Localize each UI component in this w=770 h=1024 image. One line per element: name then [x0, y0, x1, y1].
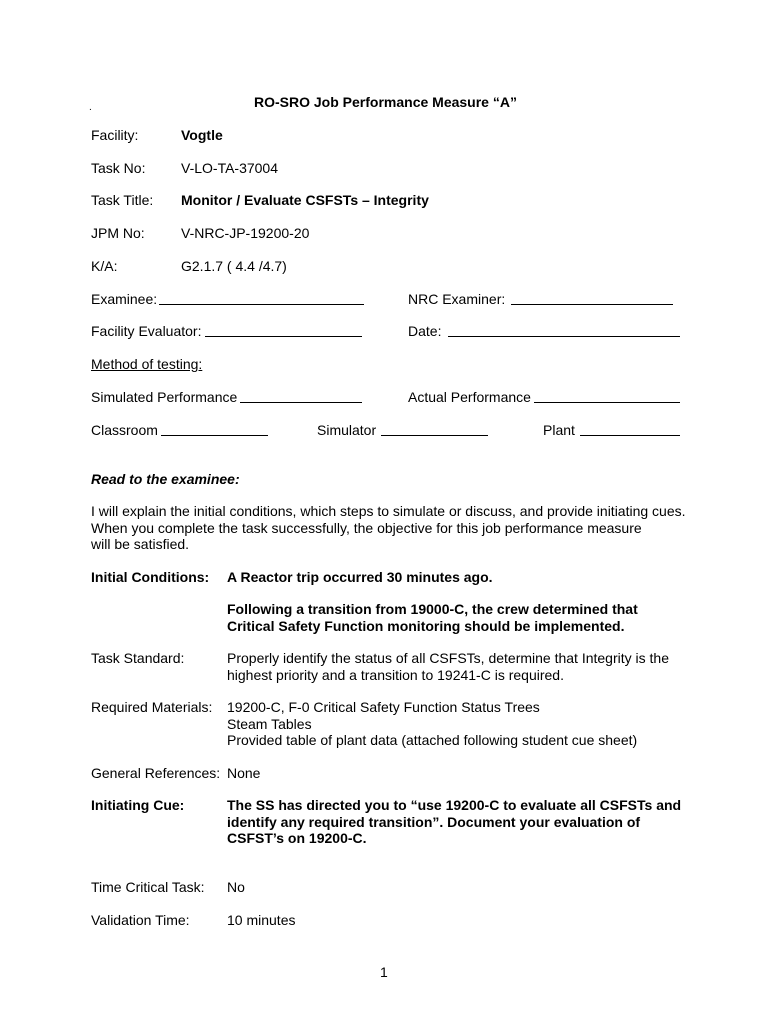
simulator-field[interactable]	[381, 435, 488, 436]
read-line-2: When you complete the task successfully, the objective for this job performance measure	[91, 519, 642, 536]
actual-performance-field[interactable]	[534, 402, 680, 403]
task-standard-line-1: Properly identify the status of all CSFSTs, determine that Integrity is the	[227, 650, 669, 666]
time-critical-value: No	[227, 879, 245, 895]
nrc-examiner-field[interactable]	[511, 304, 673, 305]
jpm-no-label: JPM No:	[91, 225, 145, 241]
simulated-performance-label: Simulated Performance	[91, 389, 238, 405]
validation-time-label: Validation Time:	[91, 912, 190, 928]
read-line-1: I will explain the initial conditions, which steps to simulate or discuss, and provide initiating cues.	[91, 503, 686, 519]
classroom-label: Classroom	[91, 422, 158, 438]
ka-label: K/A:	[91, 258, 118, 274]
page-number: 1	[380, 964, 388, 980]
general-references-label: General References:	[91, 765, 221, 781]
initial-conditions-label: Initial Conditions:	[91, 569, 210, 585]
required-materials-line-3: Provided table of plant data (attached following student cue sheet)	[227, 732, 638, 748]
ka-value: G2.1.7 ( 4.4 /4.7)	[181, 258, 287, 274]
time-critical-label: Time Critical Task:	[91, 879, 205, 895]
stray-mark: .	[89, 102, 92, 113]
task-standard-label: Task Standard:	[91, 650, 185, 666]
initiating-cue-line-2: identify any required transition”. Document your evaluation of	[227, 813, 641, 830]
examinee-label: Examinee:	[91, 291, 158, 307]
initiating-cue-line-3: CSFST’s on 19200-C.	[227, 830, 367, 846]
nrc-examiner-label: NRC Examiner:	[408, 291, 506, 307]
actual-performance-label: Actual Performance	[408, 389, 531, 405]
task-standard-text	[227, 650, 669, 683]
validation-time-value: 10 minutes	[227, 912, 296, 928]
read-line-3: will be satisfied.	[91, 536, 190, 552]
initiating-cue-label: Initiating Cue:	[91, 797, 185, 813]
facility-evaluator-label: Facility Evaluator:	[91, 323, 202, 339]
general-references-value: None	[227, 765, 261, 781]
task-title-value: Monitor / Evaluate CSFSTs – Integrity	[181, 192, 429, 208]
plant-label: Plant	[543, 422, 575, 438]
facility-label: Facility:	[91, 127, 139, 143]
read-to-examinee-heading: Read to the examinee:	[91, 471, 240, 487]
task-standard-line-2: highest priority and a transition to 19241-C is required.	[227, 666, 564, 683]
task-no-value: V-LO-TA-37004	[181, 160, 279, 176]
initial-conditions-line1: A Reactor trip occurred 30 minutes ago.	[227, 569, 493, 585]
facility-evaluator-field[interactable]	[205, 336, 362, 337]
initiating-cue-line-1: The SS has directed you to “use 19200-C to evaluate all CSFSTs and	[227, 797, 682, 813]
initial-conditions-para-line-1: Following a transition from 19000-C, the crew determined that	[227, 601, 638, 617]
simulated-performance-field[interactable]	[240, 402, 362, 403]
jpm-no-value: V-NRC-JP-19200-20	[181, 225, 310, 241]
simulator-label: Simulator	[317, 422, 377, 438]
initiating-cue-text	[227, 797, 681, 847]
initial-conditions-para-line-2: Critical Safety Function monitoring should be implemented.	[227, 617, 625, 634]
facility-value: Vogtle	[181, 127, 223, 143]
required-materials-label: Required Materials:	[91, 699, 213, 715]
examinee-field[interactable]	[159, 304, 364, 305]
read-to-examinee-text	[91, 503, 686, 553]
required-materials-line-1: 19200-C, F-0 Critical Safety Function Status Trees	[227, 699, 540, 715]
page-title: RO-SRO Job Performance Measure “A”	[254, 94, 517, 110]
task-no-label: Task No:	[91, 160, 146, 176]
method-of-testing-heading: Method of testing:	[91, 356, 203, 372]
required-materials-text	[227, 699, 637, 749]
plant-field[interactable]	[580, 435, 680, 436]
task-title-label: Task Title:	[91, 192, 154, 208]
date-field[interactable]	[448, 336, 680, 337]
required-materials-line-2: Steam Tables	[227, 715, 312, 732]
classroom-field[interactable]	[161, 435, 268, 436]
initial-conditions-paragraph	[227, 601, 638, 634]
date-label: Date:	[408, 323, 442, 339]
